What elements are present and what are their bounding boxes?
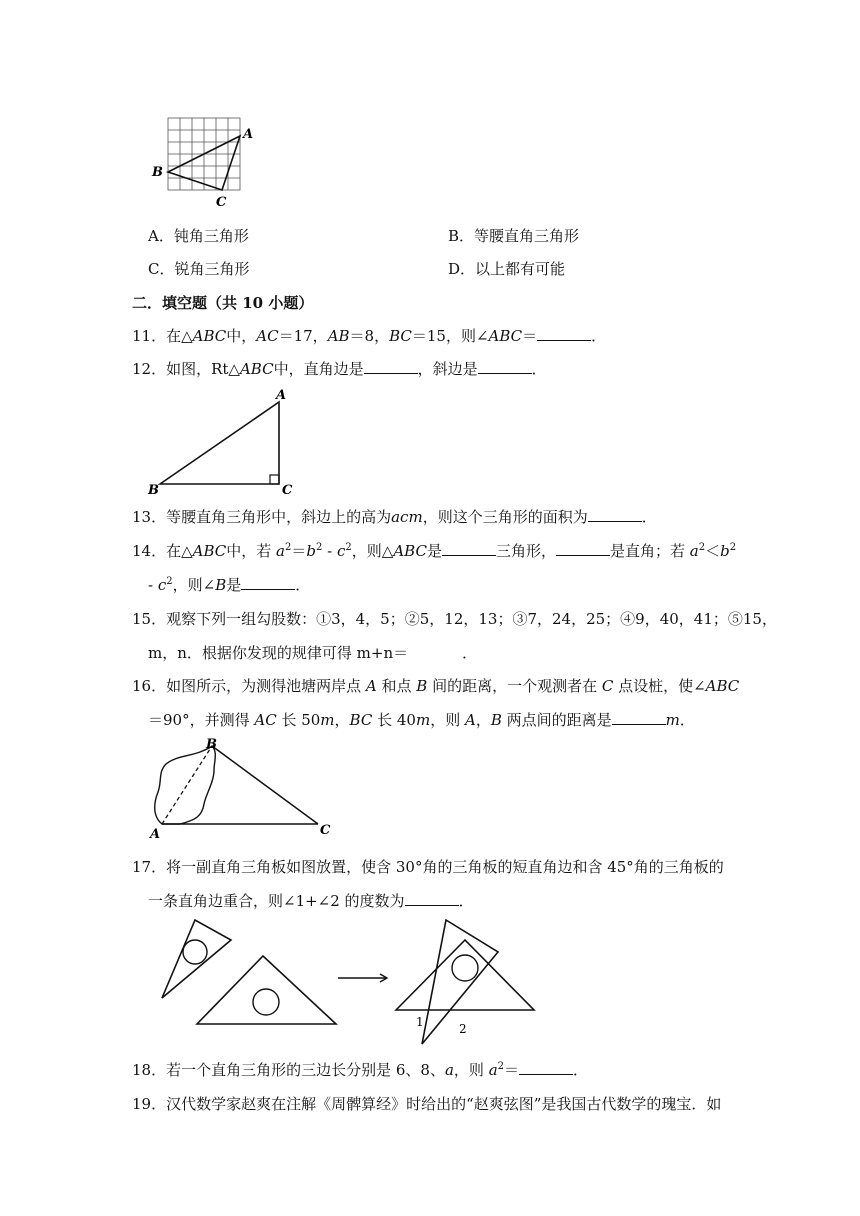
answer-blank: [442, 541, 496, 556]
question-16: 16．如图所示，为测得池塘两岸点 A 和点 B 间的距离，一个观测者在 C 点设桩，使∠ABC: [132, 677, 740, 695]
question-14: 14．在△ABC中，若 $a^2=b^2 - c^2$，则△ABC是 三角形， 是直角；若 $a^2<b^2$: [132, 542, 737, 560]
answer-blank: [364, 359, 418, 374]
q10-label-c: C: [216, 195, 227, 210]
q16-label-a: A: [150, 827, 161, 840]
q17-set-squares-figure: [140, 914, 560, 1050]
answer-blank: [556, 541, 610, 556]
question-14-line2: - $c^2$，则∠B是 ．: [148, 576, 311, 594]
q10-label-b: B: [152, 165, 163, 180]
answer-blank: [241, 575, 295, 590]
answer-blank: [405, 891, 459, 906]
q16-label-c: C: [320, 823, 331, 838]
question-11: 11．在△ABC中，AC＝17，AB＝8，BC＝15，则∠ABC＝ ．: [132, 327, 607, 345]
q10-option-c: C．锐角三角形: [148, 260, 250, 278]
question-18: 18．若一个直角三角形的三边长分别是 6、8、a，则 $a^2=$ ．: [132, 1061, 589, 1079]
question-17: 17．将一副直角三角板如图放置，使含 30°角的三角板的短直角边和含 45°角的三角板的: [132, 858, 724, 876]
q12-right-triangle-figure: [140, 386, 310, 496]
answer-blank: [537, 326, 591, 341]
q10-option-b: B．等腰直角三角形: [448, 227, 580, 245]
answer-blank: [588, 507, 642, 522]
question-15-line2: m，n．根据你发现的规律可得 m+n＝ ．: [148, 644, 478, 662]
question-12: 12．如图，Rt△ABC中，直角边是 ，斜边是 ．: [132, 360, 547, 378]
q10-option-a: A．钝角三角形: [148, 227, 249, 245]
answer-blank: [612, 710, 666, 725]
answer-blank: [519, 1060, 573, 1075]
q12-label-a: A: [276, 388, 287, 403]
question-17-line2: 一条直角边重合，则∠1+∠2 的度数为 ．: [148, 892, 474, 910]
answer-blank: [478, 359, 532, 374]
q17-angle-1-label: 1: [416, 1015, 424, 1029]
q12-label-b: B: [148, 483, 159, 496]
question-13: 13．等腰直角三角形中，斜边上的高为acm，则这个三角形的面积为 ．: [132, 508, 657, 526]
q10-grid-figure: [148, 112, 258, 212]
q16-pond-figure: [140, 736, 340, 840]
q10-label-a: A: [243, 127, 254, 142]
q16-label-b: B: [206, 737, 217, 752]
question-19: 19．汉代数学家赵爽在注解《周髀算经》时给出的“赵爽弦图”是我国古代数学的瑰宝．如: [132, 1095, 722, 1113]
question-15: 15．观察下列一组勾股数：①3，4，5；②5，12，13；③7，24，25；④9，40，41；⑤15，: [132, 610, 777, 628]
q17-angle-2-label: 2: [459, 1022, 467, 1036]
q10-option-d: D．以上都有可能: [448, 260, 566, 278]
section-title: 二．填空题（共 10 小题）: [132, 294, 314, 312]
question-16-line2: ＝90°，并测得 AC 长 50m，BC 长 40m，则 A，B 两点间的距离是 m．: [148, 711, 695, 729]
q12-label-c: C: [282, 483, 293, 496]
